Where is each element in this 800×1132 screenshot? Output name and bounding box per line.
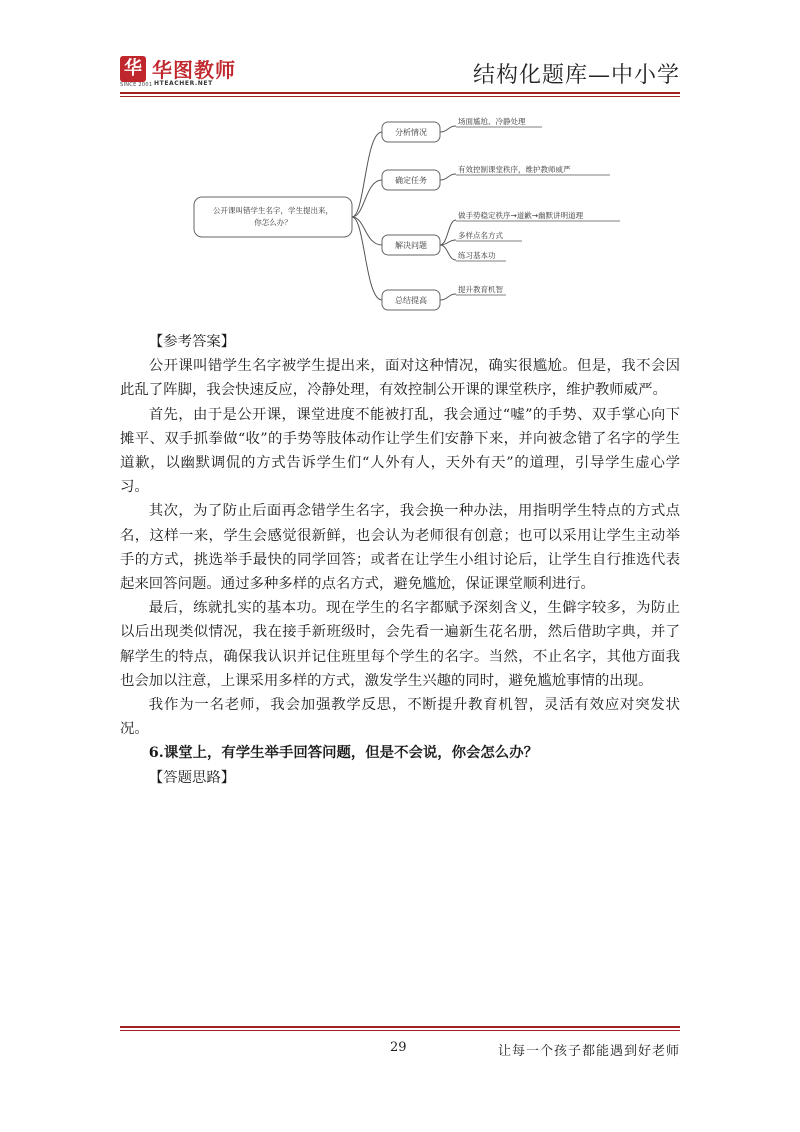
answer-paragraph: 我作为一名老师，我会加强教学反思，不断提升教育机智，灵活有效应对突发状况。 [120, 697, 680, 738]
footer-rule-thin [120, 1030, 680, 1031]
question-heading: 6.课堂上，有学生举手回答问题，但是不会说，你会怎么办？ [148, 744, 538, 762]
answer-content [120, 330, 680, 790]
answer-label: 【参考答案】 [148, 334, 236, 350]
logo-since-text: SINCE 2001 [120, 82, 153, 88]
header-rule [120, 92, 680, 94]
mindmap-connector-leaf [440, 220, 456, 245]
mindmap-connector-trunk [352, 180, 382, 217]
mindmap-connector-leaf [440, 174, 456, 180]
logo-english-text: HTEACHER.NET [154, 80, 213, 87]
page-header [120, 52, 680, 92]
mindmap-leaf: 做手势稳定秩序→道歉→幽默讲明道理 [458, 211, 584, 220]
mindmap-root-box [194, 197, 352, 237]
mindmap-leaf: 练习基本功 [458, 251, 496, 260]
mindmap-leaf: 场面尴尬、冷静处理 [458, 117, 526, 126]
answer-paragraph: 首先，由于是公开课，课堂进度不能被打乱，我会通过“嘘”的手势、双手掌心向下摊平、双手抓拳做“收”的手势等肢体动作让学生们安静下来，并向被念错了名字的学生道歉，以幽默调侃的方式告诉学生们“人外有人，天外有天”的道理，引导学生虚心学习。 [120, 406, 680, 496]
mindmap-connector-trunk [352, 132, 382, 217]
mindmap-connector-trunk [352, 217, 382, 300]
footer-slogan: 让每一个孩子都能遇到好老师 [497, 1044, 680, 1059]
mindmap-branch-label: 解决问题 [395, 241, 427, 250]
htteacher-logo [120, 56, 260, 90]
mindmap-branch-label: 总结提高 [395, 296, 427, 305]
mindmap-root-line1: 公开课叫错学生名字，学生提出来， [213, 206, 333, 215]
header-title: 结构化题库—中小学 [472, 63, 680, 88]
answer-paragraph: 公开课叫错学生名字被学生提出来，面对这种情况，确实很尴尬。但是，我不会因此乱了阵脚，我会快速反应，冷静处理，有效控制公开课的课堂秩序，维护教师威严。 [120, 358, 680, 399]
mindmap-branch-label: 分析情况 [395, 128, 427, 137]
thinking-label: 【答题思路】 [148, 769, 236, 786]
mindmap-connector-leaf [440, 126, 456, 132]
mindmap-connector-leaf [440, 245, 456, 260]
answer-paragraph: 其次，为了防止后面再念错学生名字，我会换一种办法，用指明学生特点的方式点名，这样一来，学生会感觉很新鲜，也会认为老师很有创意；也可以采用让学生主动举手的方式，挑选举手最快的同学回答；或者在让学生小组讨论后，让学生自行推选代表起来回答问题。通过多种多样的点名方式，避免尴尬，保证课堂顺利进行。 [120, 503, 680, 593]
page-number: 29 [390, 1040, 407, 1055]
mindmap-root-line2: 你怎么办？ [254, 218, 292, 227]
header-rule-thin [120, 96, 680, 97]
logo-mark-icon: 华 [120, 56, 146, 82]
mindmap-leaf: 有效控制课堂秩序，维护教师威严 [458, 165, 571, 174]
mindmap-leaf: 提升教育机智 [458, 285, 503, 294]
mindmap-branch-label: 确定任务 [395, 176, 427, 185]
mindmap-connector-leaf [440, 294, 456, 300]
logo-chinese-text: 华图教师 [152, 58, 236, 82]
footer-rule [120, 1026, 680, 1028]
mindmap-leaf: 多样点名方式 [458, 231, 503, 240]
answer-paragraph: 最后，练就扎实的基本功。现在学生的名字都赋予深刻含义，生僻字较多，为防止以后出现类似情况，我在接手新班级时，会先看一遍新生花名册，然后借助字典，并了解学生的特点，确保我认识并记住班里每个学生的名字。当然，不止名字，其他方面我也会加以注意，上课采用多样的方式，激发学生兴趣的同时，避免尴尬事情的出现。 [120, 600, 680, 689]
mind-map-diagram [190, 112, 620, 322]
